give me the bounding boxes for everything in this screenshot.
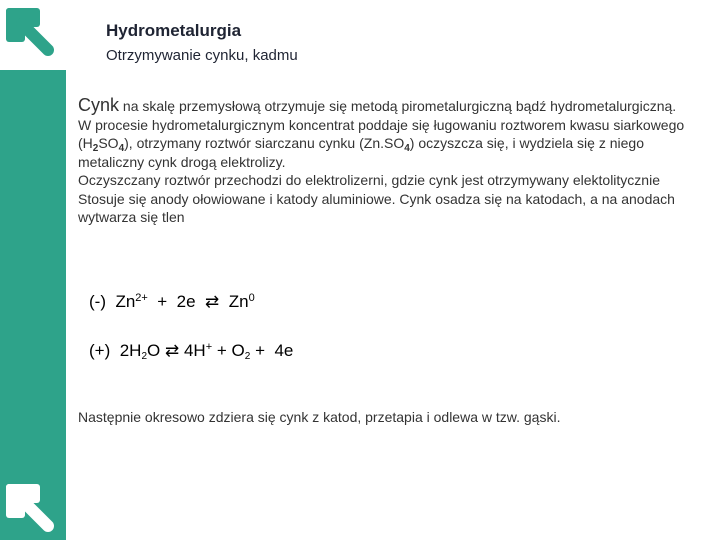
eq2-proton-charge: +: [205, 341, 213, 353]
eq2-plus2: +: [255, 341, 265, 360]
lead-word: Cynk: [78, 95, 120, 115]
eq1-product-charge: 0: [248, 292, 255, 304]
eq2-proton: 4H: [183, 341, 206, 360]
process-text-d: ) oczyszcza się, i wydziela się z niego metaliczny cynk drogą elektrolizy.: [78, 135, 644, 170]
arrow-up-left-icon: [4, 6, 56, 58]
process-text-b: SO: [98, 135, 119, 151]
paragraph-intro-text: na skalę przemysłową otrzymuje się metodą pirometalurgiczną bądź hydrometalurgiczną.: [119, 98, 677, 114]
subscript: 2: [92, 143, 99, 154]
paragraph-intro: [78, 96, 708, 116]
sidebar-accent-bar: [0, 70, 66, 540]
eq1-arrow: ⇄: [205, 292, 220, 311]
body-text: [78, 96, 708, 227]
arrow-up-left-icon: [4, 482, 56, 534]
eq1-product: Zn: [228, 292, 249, 311]
eq1-ion: Zn: [115, 292, 136, 311]
eq2-oxygen: O: [231, 341, 245, 360]
paragraph-process: [78, 116, 708, 172]
eq2-pole: (+): [89, 341, 111, 360]
eq2-water-b: O: [147, 341, 161, 360]
eq2-arrow: ⇄: [164, 341, 180, 360]
eq2-electrons: 4e: [274, 341, 294, 360]
subscript: 4: [118, 143, 125, 154]
paragraph-electrodes: Stosuje się anody ołowiowane i katody aluminiowe. Cynk osadza się na katodach, a na anodach wytwarza się tlen: [78, 190, 675, 225]
equation-cathode: [89, 292, 255, 312]
subscript: 4: [404, 143, 410, 154]
eq2-oxygen-sub: 2: [244, 351, 251, 362]
process-text-a: W procesie hydrometalurgicznym koncentrat poddaje się ługowaniu roztworem kwasu siarkowego (H: [78, 116, 685, 151]
equation-anode: [89, 341, 293, 361]
eq1-plus: +: [157, 292, 168, 311]
eq2-water-a: 2H: [119, 341, 142, 360]
eq1-electrons: 2e: [176, 292, 196, 311]
paragraph-electrolysis: Oczyszczany roztwór przechodzi do elektrolizerni, gdzie cynk jest otrzymywany elektolitycznie: [78, 172, 660, 188]
process-text-c: ), otrzymany roztwór siarczanu cynku (Zn.SO: [124, 135, 405, 151]
final-text: Następnie okresowo zdziera się cynk z katod, przetapia i odlewa w tzw. gąski.: [78, 409, 561, 425]
eq1-pole: (-): [89, 292, 106, 311]
eq1-ion-charge: 2+: [135, 292, 148, 304]
eq2-water-sub: 2: [141, 351, 147, 362]
slide-subtitle: Otrzymywanie cynku, kadmu: [106, 47, 298, 64]
slide-title: Hydrometalurgia: [106, 21, 242, 40]
eq2-plus1: +: [216, 341, 227, 360]
